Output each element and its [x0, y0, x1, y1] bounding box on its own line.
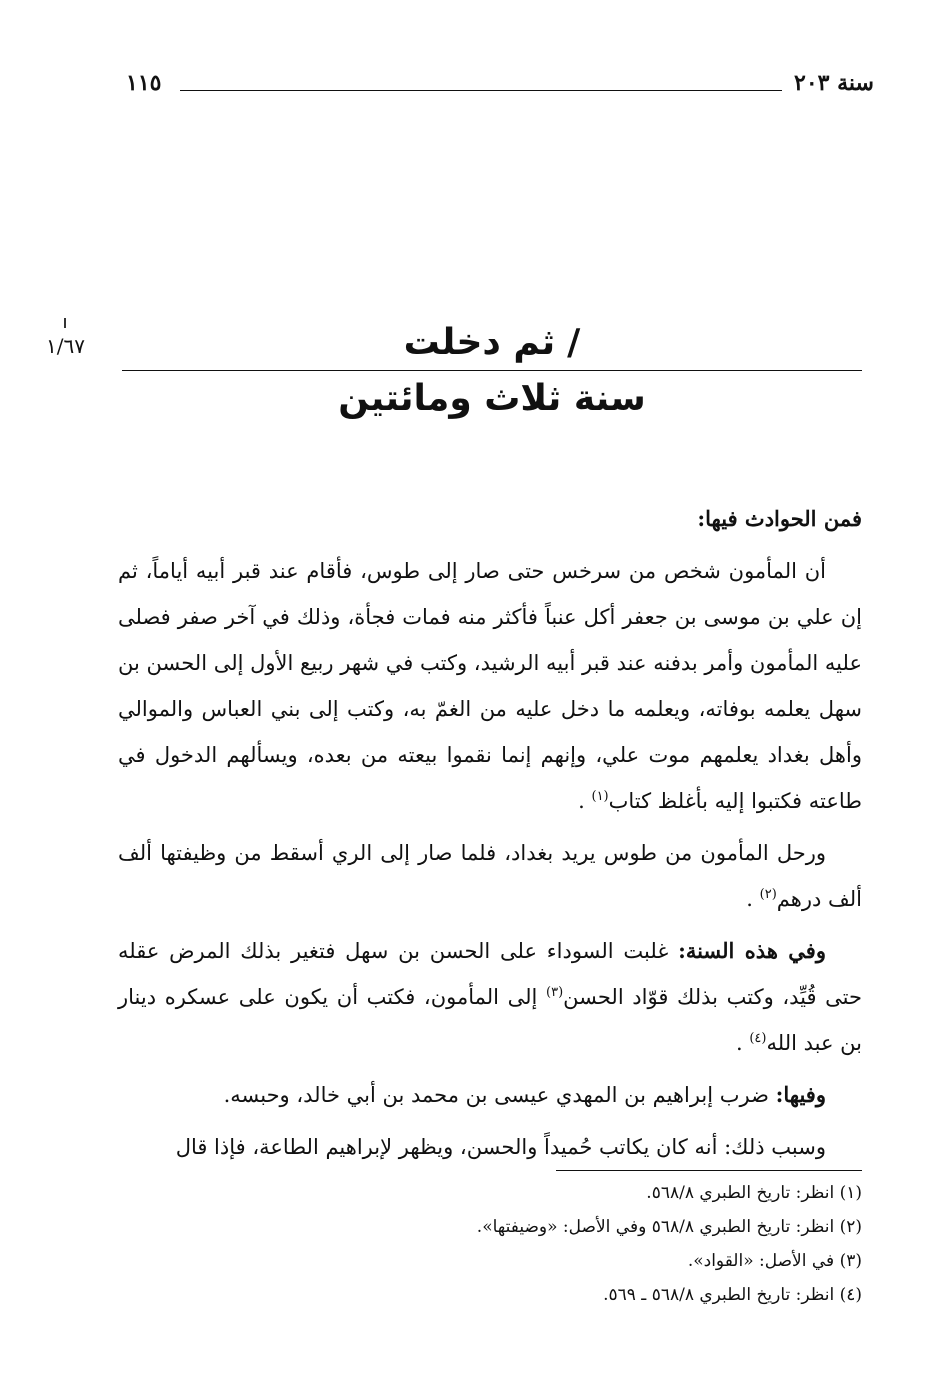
footnote-2: (٢) انظر: تاريخ الطبري ٥٦٨/٨ وفي الأصل: «وضيفتها». [476, 1217, 862, 1237]
chapter-heading [122, 322, 862, 432]
paragraph-2-text: ورحل المأمون من طوس يريد بغداد، فلما صار إلى الري أسقط من وظيفتها ألف ألف درهم [118, 841, 862, 911]
section-subhead: فمن الحوادث فيها: [697, 506, 862, 531]
footnote-ref-1: (١) [591, 789, 609, 804]
paragraph-3-end: . [735, 1031, 743, 1055]
page-number: ١١٥ [126, 70, 162, 96]
paragraph-3-text-a: غلبت السوداء على الحسن بن سهل فتغير بذلك المرض عقله حتى قُيِّد، وكتب بذلك قوّاد الحسن [118, 939, 862, 1009]
heading-line-1-text: ثم دخلت [403, 322, 556, 363]
paragraph-2-end: . [746, 887, 753, 911]
running-header [118, 66, 874, 106]
heading-line-2: سنة ثلاث ومائتين [338, 378, 646, 419]
paragraph-5-text: وسبب ذلك: أنه كان يكاتب حُميداً والحسن، ويظهر لإبراهيم الطاعة، فإذا قال [175, 1135, 826, 1159]
header-year-label: سنة ٢٠٣ [794, 70, 874, 96]
paragraph-5 [118, 1124, 862, 1170]
paragraph-1-text: أن المأمون شخص من سرخس حتى صار إلى طوس، فأقام عند قبر أبيه أياماً، ثم إن علي بن موسى بن جعفر أكل عنباً فأكثر منه فمات فجأة، وذلك في آخر صفر فصلى عليه المأمون وأمر بدفنه عند قبر أبيه الرشيد، وكتب في شهر ربيع الأول إلى الحسن بن سهل يعلمه بوفاته، ويعلمه ما دخل عليه من الغمّ به، وكتب إلى بني العباس والموالي وأهل بغداد يعلمهم موت علي، وإنهم إنما نقموا بيعته من بعده، ويسألهم الدخول في طاعته فكتبوا إليه بأغلظ كتاب [118, 559, 862, 813]
paragraph-4-lead: وفيها: [775, 1082, 826, 1107]
footnote-3: (٣) في الأصل: «القواد». [687, 1251, 862, 1271]
footnotes [300, 1176, 862, 1312]
heading-rule [122, 370, 862, 371]
footnote-rule [556, 1170, 862, 1171]
footnote-1: (١) انظر: تاريخ الطبري ٥٦٨/٨. [646, 1183, 862, 1203]
paragraph-1 [118, 548, 862, 824]
paragraph-2 [118, 830, 862, 922]
heading-line-1 [122, 322, 862, 363]
paragraph-3-text-b: إلى المأمون، فكتب أن يكون على عسكره دينار بن عبد الله [118, 985, 862, 1055]
paragraph-3 [118, 928, 862, 1066]
footnote-ref-3: (٣) [546, 985, 564, 1000]
margin-tick-mark [64, 318, 66, 328]
footnote-4: (٤) انظر: تاريخ الطبري ٥٦٨/٨ ـ ٥٦٩. [603, 1285, 862, 1305]
footnote-ref-2: (٢) [759, 887, 777, 902]
paragraph-1-end: . [578, 789, 585, 813]
paragraph-3-lead: وفي هذه السنة: [678, 938, 826, 963]
paragraph-4 [118, 1072, 862, 1118]
manuscript-folio-ref: ١/٦٧ [46, 334, 85, 358]
body-text [118, 496, 862, 1176]
header-rule [180, 90, 782, 91]
paragraph-4-text: ضرب إبراهيم بن المهدي عيسى بن محمد بن أبي خالد، وحبسه. [223, 1083, 776, 1107]
folio-slash-mark: / [567, 322, 581, 363]
footnote-ref-4: (٤) [749, 1031, 767, 1046]
